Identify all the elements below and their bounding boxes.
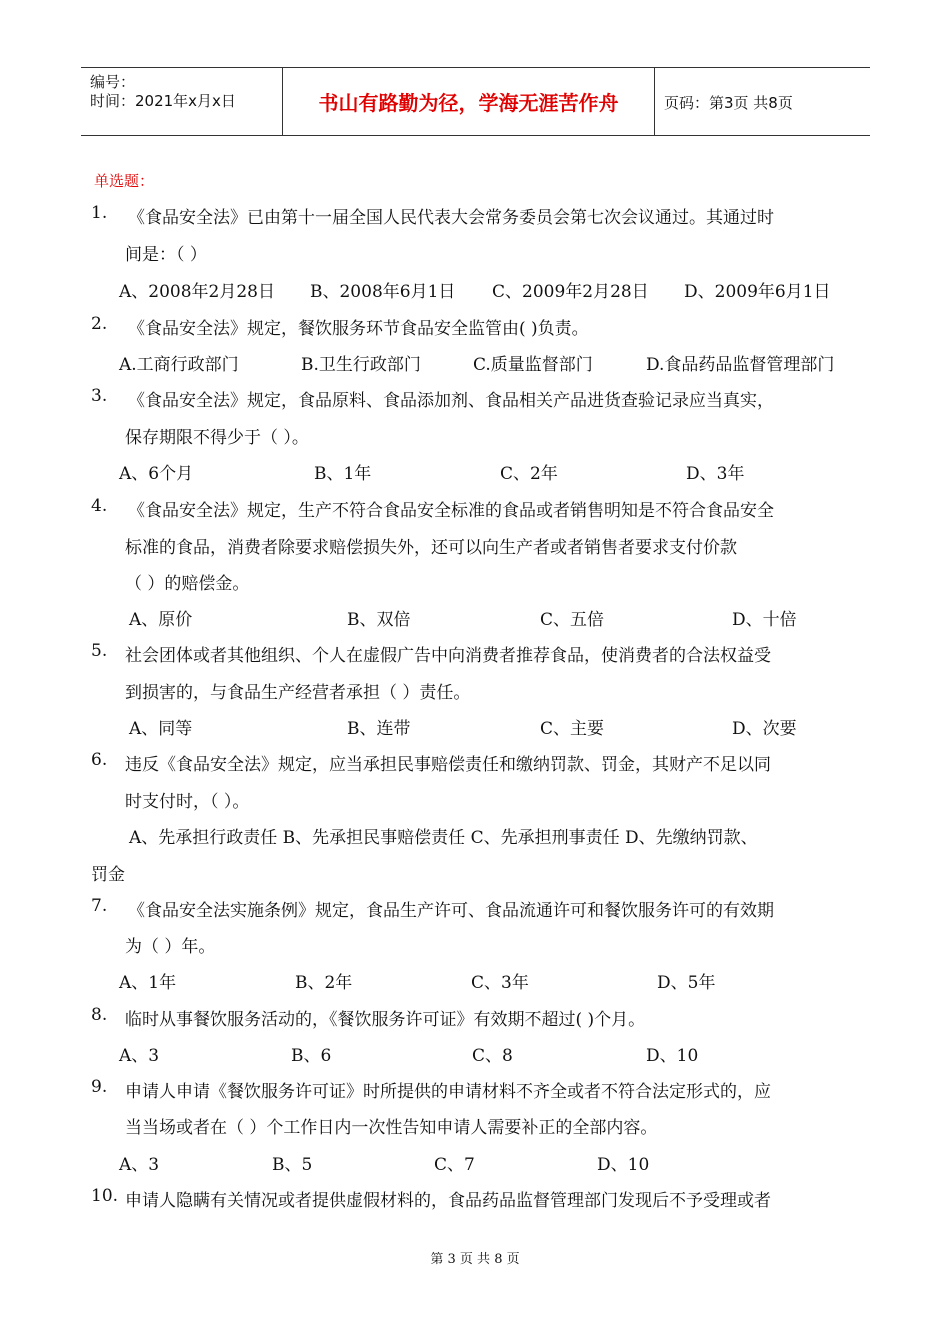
option-c: C、3年 bbox=[471, 973, 529, 993]
option-c: C、五倍 bbox=[540, 610, 605, 630]
question-text: 社会团体或者其他组织、个人在虚假广告中向消费者推荐食品，使消费者的合法权益受 bbox=[125, 646, 771, 666]
option-d: D、十倍 bbox=[732, 610, 797, 630]
option-d: D、10 bbox=[597, 1155, 650, 1175]
option-d: D.食品药品监督管理部门 bbox=[646, 355, 835, 375]
option-c: C、2009年2月28日 bbox=[492, 282, 649, 302]
option-a: A、1年 bbox=[119, 973, 177, 993]
option-b: B.卫生行政部门 bbox=[301, 355, 421, 375]
option-c: C、8 bbox=[472, 1046, 513, 1066]
header-motto: 书山有路勤为径，学海无涯苦作舟 bbox=[318, 91, 619, 115]
question-text: 申请人申请《餐饮服务许可证》时所提供的申请材料不齐全或者不符合法定形式的，应 bbox=[125, 1082, 771, 1102]
option-d: D、10 bbox=[646, 1046, 699, 1066]
option-d: D、5年 bbox=[657, 973, 716, 993]
section-title: 单选题： bbox=[94, 172, 155, 190]
question-text: 时支付时，（ ）。 bbox=[125, 792, 250, 812]
option-a: A、3 bbox=[119, 1046, 160, 1066]
question-number: 8. bbox=[91, 1005, 108, 1025]
option-b: B、2年 bbox=[295, 973, 353, 993]
question-text: 《食品安全法实施条例》规定，食品生产许可、食品流通许可和餐饮服务许可的有效期 bbox=[128, 901, 774, 921]
question-number: 3. bbox=[91, 386, 108, 406]
option-c: C、2年 bbox=[500, 464, 558, 484]
date-label: 时间：2021年x月x日 bbox=[90, 92, 236, 110]
question-number: 5. bbox=[91, 641, 108, 661]
question-number: 6. bbox=[91, 750, 108, 770]
option-b: B、1年 bbox=[314, 464, 372, 484]
option-b: B、连带 bbox=[347, 719, 411, 739]
question-number: 7. bbox=[91, 896, 108, 916]
header-meta-cell bbox=[81, 68, 282, 135]
question-text: 《食品安全法》规定，生产不符合食品安全标准的食品或者销售明知是不符合食品安全 bbox=[128, 501, 774, 521]
question-number: 9. bbox=[91, 1077, 108, 1097]
question-text: 《食品安全法》规定，食品原料、食品添加剂、食品相关产品进货查验记录应当真实， bbox=[128, 391, 774, 411]
question-text: 间是：（ ） bbox=[125, 245, 207, 265]
page-header bbox=[81, 67, 870, 136]
question-number: 2. bbox=[91, 314, 108, 334]
header-divider bbox=[654, 68, 655, 135]
option-c: C、7 bbox=[434, 1155, 475, 1175]
question-text: 临时从事餐饮服务活动的，《餐饮服务许可证》有效期不超过( )个月。 bbox=[125, 1010, 646, 1030]
option-a: A、6个月 bbox=[119, 464, 194, 484]
question-text: 《食品安全法》已由第十一届全国人民代表大会常务委员会第七次会议通过。其通过时 bbox=[128, 208, 774, 228]
option-b: B、6 bbox=[291, 1046, 332, 1066]
option-a: A、2008年2月28日 bbox=[119, 282, 275, 302]
option-c: C、主要 bbox=[540, 719, 605, 739]
option-c: C.质量监督部门 bbox=[473, 355, 593, 375]
option-a: A、3 bbox=[119, 1155, 160, 1175]
question-text: 为（ ）年。 bbox=[125, 937, 216, 957]
question-text: 标准的食品，消费者除要求赔偿损失外，还可以向生产者或者销售者要求支付价款 bbox=[125, 538, 737, 558]
option-a: A.工商行政部门 bbox=[119, 355, 239, 375]
question-text: （ ）的赔偿金。 bbox=[125, 574, 250, 594]
option-b: B、5 bbox=[272, 1155, 313, 1175]
question-text: 保存期限不得少于（ ）。 bbox=[125, 428, 309, 448]
options-line-continued: 罚金 bbox=[91, 865, 125, 885]
question-number: 1. bbox=[91, 203, 108, 223]
question-number: 10. bbox=[91, 1186, 119, 1206]
question-text: 申请人隐瞒有关情况或者提供虚假材料的，食品药品监督管理部门发现后不予受理或者 bbox=[125, 1191, 771, 1211]
options-line: A、先承担行政责任 B、先承担民事赔偿责任 C、先承担刑事责任 D、先缴纳罚款、 bbox=[129, 828, 758, 848]
option-b: B、双倍 bbox=[347, 610, 411, 630]
question-text: 当当场或者在（ ）个工作日内一次性告知申请人需要补正的全部内容。 bbox=[125, 1118, 658, 1138]
serial-label: 编号： bbox=[90, 73, 136, 91]
option-b: B、2008年6月1日 bbox=[310, 282, 456, 302]
question-text: 到损害的，与食品生产经营者承担（ ）责任。 bbox=[125, 683, 471, 703]
question-number: 4. bbox=[91, 496, 108, 516]
question-text: 违反《食品安全法》规定，应当承担民事赔偿责任和缴纳罚款、罚金，其财产不足以同 bbox=[125, 755, 771, 775]
option-d: D、次要 bbox=[732, 719, 797, 739]
option-d: D、2009年6月1日 bbox=[684, 282, 831, 302]
question-text: 《食品安全法》规定，餐饮服务环节食品安全监管由( )负责。 bbox=[128, 319, 589, 339]
page-footer: 第 3 页 共 8 页 bbox=[430, 1252, 520, 1267]
option-a: A、原价 bbox=[129, 610, 193, 630]
option-a: A、同等 bbox=[129, 719, 193, 739]
header-page-label: 页码：第3页 共8页 bbox=[664, 94, 793, 112]
option-d: D、3年 bbox=[686, 464, 745, 484]
